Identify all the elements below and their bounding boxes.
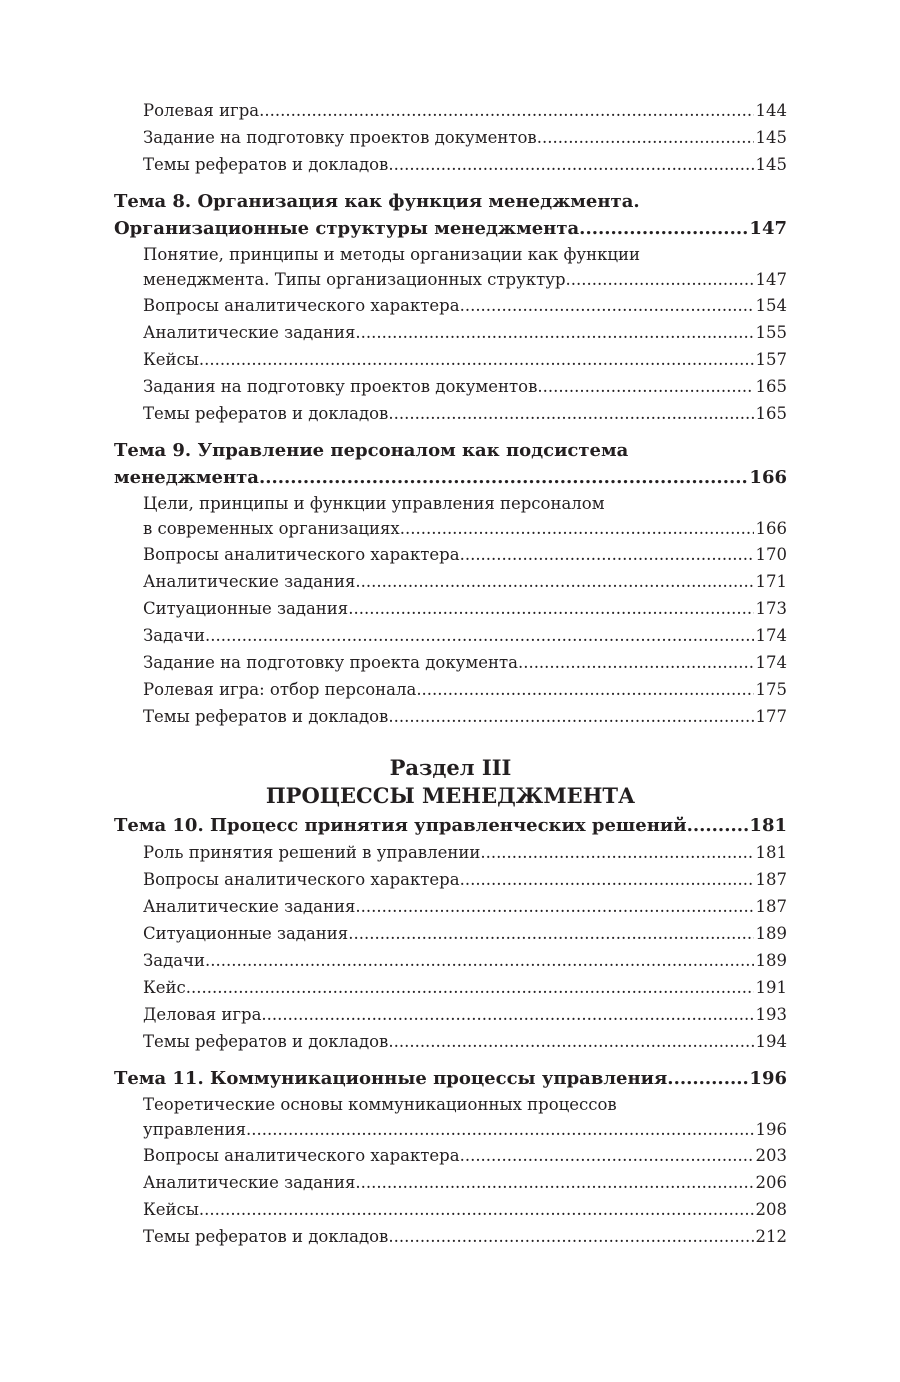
- toc-entry[interactable]: Ролевая игра ..... 144: [114, 97, 787, 124]
- toc-entry[interactable]: Деловая игра ..... 193: [114, 1001, 787, 1028]
- toc-entry[interactable]: Ситуационные задания ..... 189: [114, 920, 787, 947]
- section-number: Раздел III: [389, 755, 512, 780]
- leader-dots: [579, 215, 749, 242]
- toc-entry[interactable]: Аналитические задания ..... 206: [114, 1169, 787, 1196]
- toc-entry[interactable]: Задачи ..... 189: [114, 947, 787, 974]
- toc-entry[interactable]: в современных организациях ..... 166: [114, 516, 787, 541]
- leader-dots: [460, 866, 754, 893]
- toc-entry[interactable]: Задание на подготовку проектов документов ..... 145: [114, 124, 787, 151]
- theme-title-row: менеджмента ..... 166: [114, 464, 787, 491]
- theme-title-line: Тема 9. Управление персоналом как подсистема: [114, 440, 629, 461]
- leader-dots: [205, 947, 753, 974]
- leader-dots: [388, 1223, 753, 1250]
- leader-dots: [259, 97, 753, 124]
- toc-entry[interactable]: Задания на подготовку проектов документов ..... 165: [114, 373, 787, 400]
- toc-entry[interactable]: Темы рефератов и докладов ..... 145: [114, 151, 787, 178]
- leader-dots: [199, 1196, 754, 1223]
- leader-dots: [355, 568, 753, 595]
- leader-dots: [537, 124, 754, 151]
- leader-dots: [388, 151, 753, 178]
- theme-title-line: Тема 8. Организация как функция менеджмента.: [114, 191, 640, 212]
- leader-dots: [460, 1142, 754, 1169]
- toc-entry[interactable]: Роль принятия решений в управлении ..... 181: [114, 839, 787, 866]
- theme-title-row: Тема 10. Процесс принятия управленческих решений ..... 181: [114, 812, 787, 839]
- leader-dots: [259, 464, 749, 491]
- toc-entry[interactable]: Аналитические задания ..... 155: [114, 319, 787, 346]
- leader-dots: [348, 595, 753, 622]
- leader-dots: [566, 267, 754, 292]
- toc-entry[interactable]: Вопросы аналитического характера ..... 170: [114, 541, 787, 568]
- toc-entry[interactable]: Вопросы аналитического характера ..... 154: [114, 292, 787, 319]
- toc-entry[interactable]: Ситуационные задания ..... 173: [114, 595, 787, 622]
- toc-entry-line: Понятие, принципы и методы организации как функции: [143, 245, 640, 264]
- leader-dots: [388, 703, 753, 730]
- toc-entry[interactable]: Аналитические задания ..... 171: [114, 568, 787, 595]
- leader-dots: [667, 1065, 749, 1092]
- toc-entry[interactable]: управления ..... 196: [114, 1117, 787, 1142]
- leader-dots: [687, 812, 750, 839]
- toc-entry[interactable]: Вопросы аналитического характера ..... 203: [114, 1142, 787, 1169]
- toc-entry[interactable]: Темы рефератов и докладов ..... 194: [114, 1028, 787, 1055]
- toc-entry[interactable]: Темы рефератов и докладов ..... 165: [114, 400, 787, 427]
- toc-entry[interactable]: Ролевая игра: отбор персонала ..... 175: [114, 676, 787, 703]
- section-title: ПРОЦЕССЫ МЕНЕДЖМЕНТА: [265, 783, 636, 808]
- section-heading: [114, 754, 787, 810]
- leader-dots: [199, 346, 754, 373]
- toc-entry[interactable]: Задачи ..... 174: [114, 622, 787, 649]
- leader-dots: [537, 373, 753, 400]
- toc-entry-line: Цели, принципы и функции управления персоналом: [143, 494, 605, 513]
- toc-entry[interactable]: Кейсы ..... 208: [114, 1196, 787, 1223]
- leader-dots: [355, 893, 753, 920]
- toc-entry[interactable]: Аналитические задания ..... 187: [114, 893, 787, 920]
- toc-theme-8[interactable]: [114, 188, 787, 242]
- toc-theme-11[interactable]: [114, 1065, 787, 1092]
- leader-dots: [518, 649, 754, 676]
- leader-dots: [355, 1169, 753, 1196]
- leader-dots: [480, 839, 753, 866]
- toc-entry[interactable]: Темы рефератов и докладов ..... 177: [114, 703, 787, 730]
- toc-group-top: [114, 97, 787, 178]
- leader-dots: [416, 676, 753, 703]
- theme-title-row: Тема 11. Коммуникационные процессы управления ..... 196: [114, 1065, 787, 1092]
- toc-entry[interactable]: Вопросы аналитического характера ..... 187: [114, 866, 787, 893]
- toc-entry-line: Теоретические основы коммуникационных процессов: [143, 1095, 617, 1114]
- leader-dots: [205, 622, 753, 649]
- leader-dots: [388, 1028, 753, 1055]
- leader-dots: [400, 516, 754, 541]
- toc-entry[interactable]: Задание на подготовку проекта документа ..... 174: [114, 649, 787, 676]
- toc-theme-9[interactable]: [114, 437, 787, 491]
- leader-dots: [261, 1001, 753, 1028]
- leader-dots: [355, 319, 753, 346]
- leader-dots: [460, 292, 754, 319]
- toc-theme-10[interactable]: [114, 812, 787, 839]
- leader-dots: [348, 920, 753, 947]
- leader-dots: [186, 974, 754, 1001]
- toc-entry[interactable]: менеджмента. Типы организационных структур ..... 147: [114, 267, 787, 292]
- table-of-contents: [114, 97, 787, 1250]
- leader-dots: [246, 1117, 753, 1142]
- leader-dots: [388, 400, 753, 427]
- toc-entry[interactable]: Темы рефератов и докладов ..... 212: [114, 1223, 787, 1250]
- toc-entry[interactable]: Кейсы ..... 157: [114, 346, 787, 373]
- theme-title-row: Организационные структуры менеджмента ..... 147: [114, 215, 787, 242]
- leader-dots: [460, 541, 754, 568]
- toc-entry[interactable]: Кейс ..... 191: [114, 974, 787, 1001]
